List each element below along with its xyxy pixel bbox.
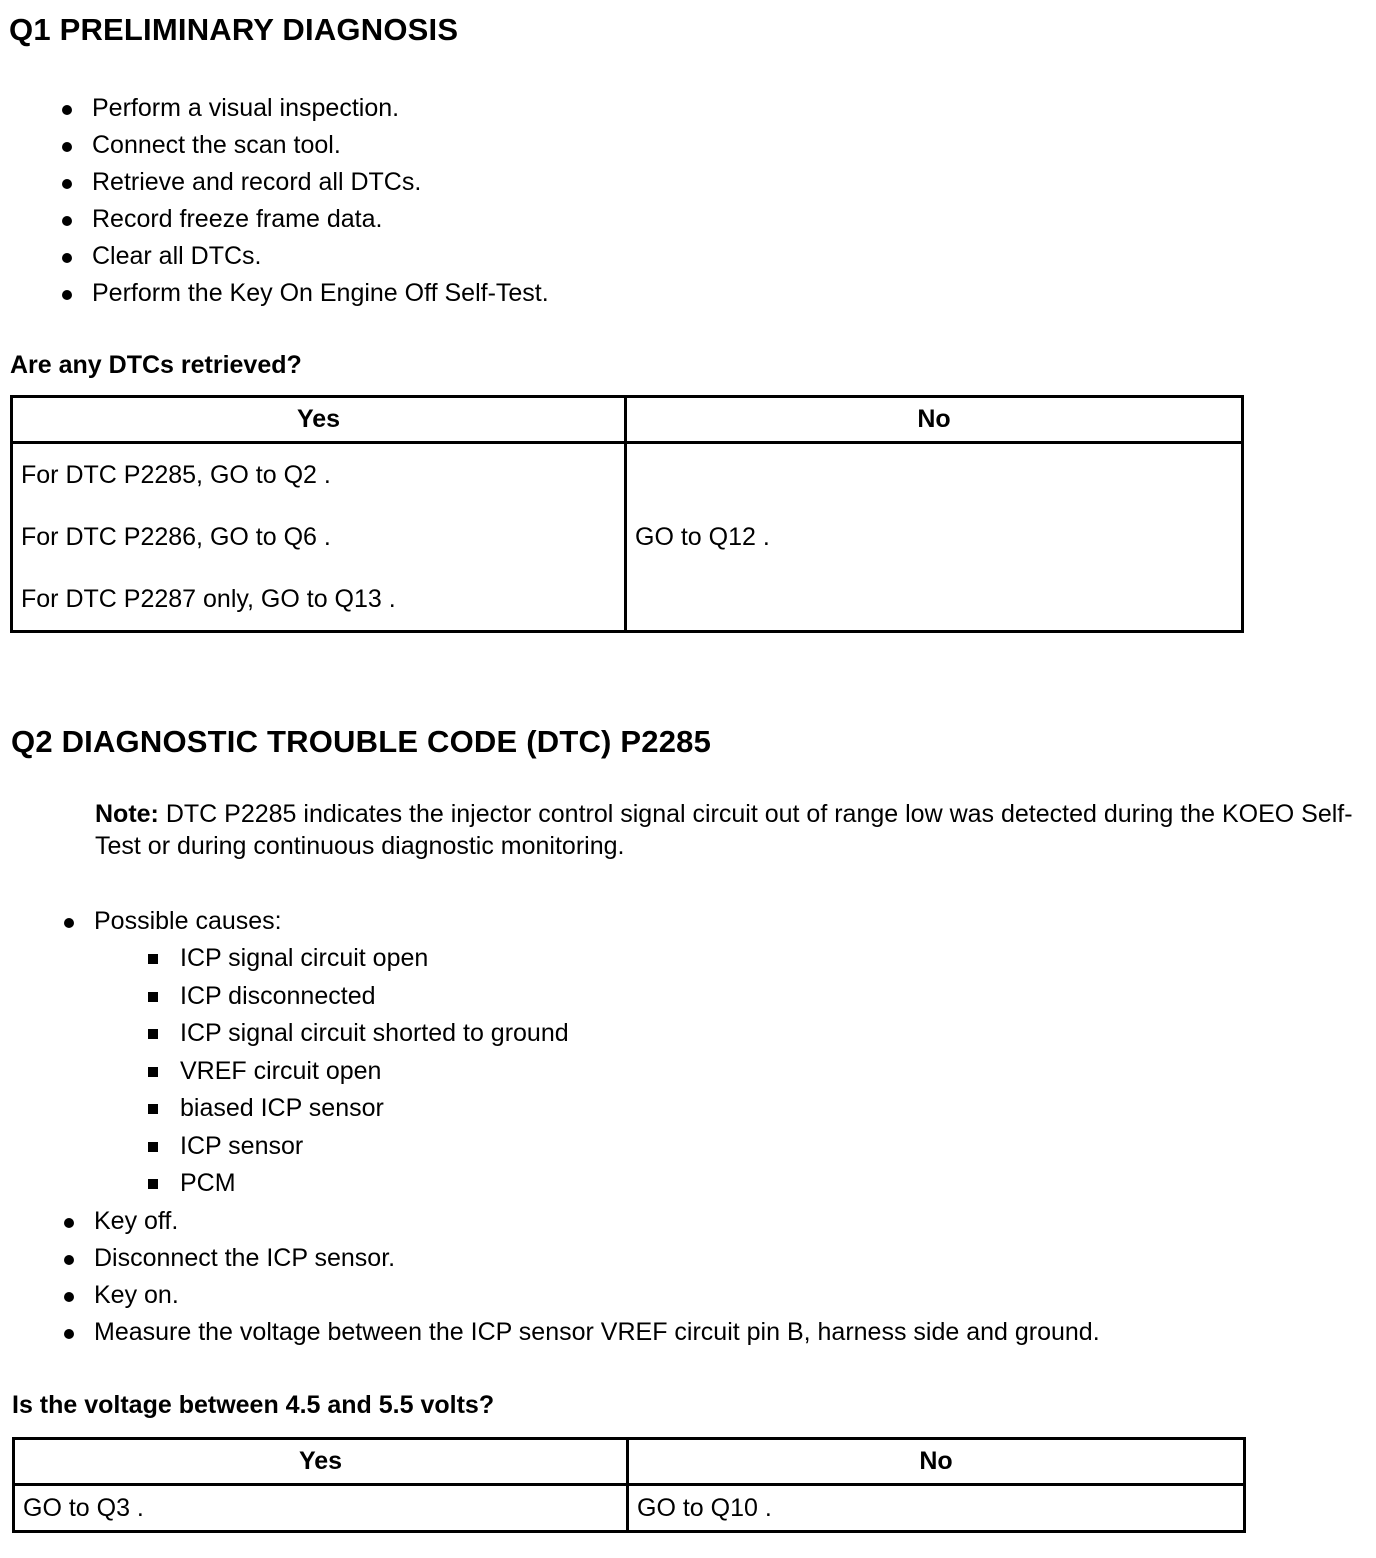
list-item: ICP signal circuit shorted to ground: [148, 1015, 569, 1053]
square-bullet-icon: [148, 992, 158, 1002]
q2-test-steps-list: [64, 1203, 1100, 1351]
yes-header: Yes: [14, 1439, 628, 1485]
list-item: Perform the Key On Engine Off Self-Test.: [62, 275, 549, 312]
q2-question: Is the voltage between 4.5 and 5.5 volts?: [12, 1391, 495, 1419]
bullet-icon: [64, 1218, 74, 1228]
bullet-icon: [62, 179, 72, 189]
list-item: PCM: [148, 1165, 569, 1203]
possible-causes-list: [64, 940, 569, 1203]
list-item: Perform a visual inspection.: [62, 90, 549, 127]
bullet-icon: [62, 290, 72, 300]
bullet-icon: [64, 1255, 74, 1265]
q2-steps-list: [64, 903, 282, 940]
yes-cell: [12, 443, 626, 632]
square-bullet-icon: [148, 1029, 158, 1039]
list-item: ICP sensor: [148, 1128, 569, 1166]
q2-title: Q2 DIAGNOSTIC TROUBLE CODE (DTC) P2285: [11, 724, 712, 759]
q1-steps-list: [62, 90, 549, 312]
no-header: No: [628, 1439, 1245, 1485]
yes-line-p2285: For DTC P2285, GO to Q2 .: [21, 461, 331, 489]
square-bullet-icon: [148, 1067, 158, 1077]
list-item: biased ICP sensor: [148, 1090, 569, 1128]
no-cell: GO to Q12 .: [626, 443, 1243, 632]
bullet-icon: [64, 1292, 74, 1302]
bullet-icon: [64, 1329, 74, 1339]
q1-question: Are any DTCs retrieved?: [10, 351, 302, 379]
possible-causes-label: Possible causes:: [94, 907, 282, 935]
bullet-icon: [64, 918, 74, 928]
bullet-icon: [62, 142, 72, 152]
list-item: Retrieve and record all DTCs.: [62, 164, 549, 201]
note-text: DTC P2285 indicates the injector control signal circuit out of range low was detected during the KOEO Self-Test or during continuous diagnostic monitoring.: [95, 800, 1353, 860]
q1-answer-table: [10, 395, 1244, 633]
list-item: VREF circuit open: [148, 1053, 569, 1091]
bullet-icon: [62, 216, 72, 226]
note-label: Note:: [95, 800, 159, 828]
q2-note: [95, 798, 1355, 862]
list-item: Record freeze frame data.: [62, 201, 549, 238]
q1-title: Q1 PRELIMINARY DIAGNOSIS: [9, 12, 459, 47]
yes-line-p2287: For DTC P2287 only, GO to Q13 .: [21, 585, 396, 613]
no-header: No: [626, 397, 1243, 443]
square-bullet-icon: [148, 1179, 158, 1189]
list-item: [64, 903, 282, 940]
yes-cell: GO to Q3 .: [14, 1485, 628, 1532]
list-item: Connect the scan tool.: [62, 127, 549, 164]
square-bullet-icon: [148, 1142, 158, 1152]
yes-header: Yes: [12, 397, 626, 443]
list-item: Clear all DTCs.: [62, 238, 549, 275]
yes-line-p2286: For DTC P2286, GO to Q6 .: [21, 523, 331, 551]
bullet-icon: [62, 105, 72, 115]
list-item: Disconnect the ICP sensor.: [64, 1240, 1100, 1277]
q2-answer-table: [12, 1437, 1246, 1533]
list-item: ICP signal circuit open: [148, 940, 569, 978]
bullet-icon: [62, 253, 72, 263]
list-item: Measure the voltage between the ICP sensor VREF circuit pin B, harness side and ground.: [64, 1314, 1100, 1351]
list-item: Key off.: [64, 1203, 1100, 1240]
list-item: Key on.: [64, 1277, 1100, 1314]
square-bullet-icon: [148, 1104, 158, 1114]
no-cell: GO to Q10 .: [628, 1485, 1245, 1532]
list-item: ICP disconnected: [148, 978, 569, 1016]
square-bullet-icon: [148, 954, 158, 964]
